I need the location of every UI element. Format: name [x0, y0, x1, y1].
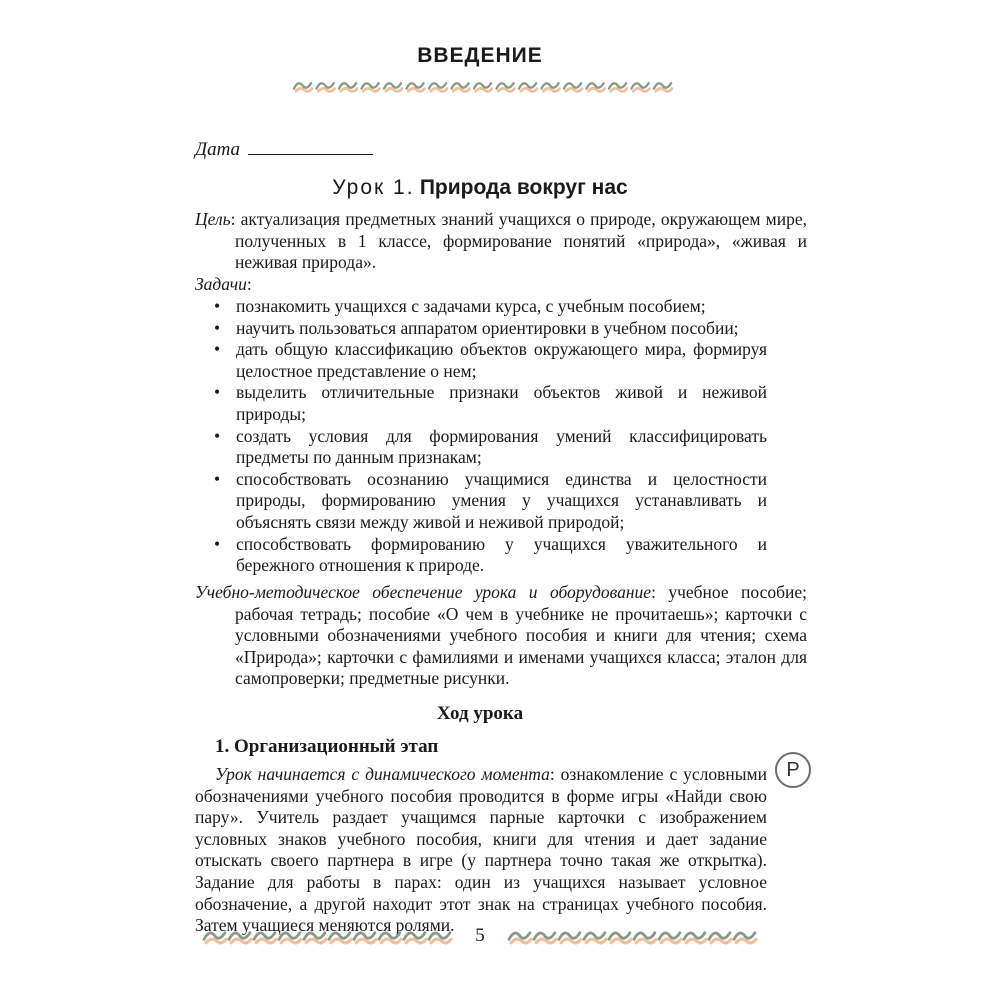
- bullet-icon: •: [214, 296, 221, 316]
- tasks-list: [210, 296, 767, 577]
- ornament-wave-icon: [306, 939, 326, 943]
- footer-ornament-left: [200, 925, 460, 949]
- date-blank-line: [248, 140, 373, 155]
- ornament-wave-icon: [611, 939, 631, 943]
- ornament-wave-icon: [331, 939, 351, 943]
- ornament-wave-icon: [408, 88, 424, 91]
- task-item: [210, 534, 767, 577]
- task-text: познакомить учащихся с задачами курса, с учебным пособием;: [236, 296, 706, 316]
- task-item: [210, 469, 767, 534]
- ornament-wave-icon: [636, 939, 656, 943]
- ornament-wave-icon: [588, 88, 604, 91]
- ornament-wave-icon: [381, 939, 401, 943]
- ornament-wave-icon: [431, 88, 447, 91]
- task-item: [210, 426, 767, 469]
- bullet-icon: •: [214, 317, 221, 338]
- ornament-wave-icon: [231, 939, 251, 943]
- goal-label: Цель: [195, 209, 231, 229]
- ornament-wave-icon: [296, 88, 312, 91]
- lesson-number: Урок 1.: [332, 176, 415, 199]
- task-text: дать общую классификацию объектов окружающего мира, формируя целостное представление о нем;: [236, 339, 767, 381]
- goal-text: : актуализация предметных знаний учащихся о природе, окружающем мире, полученных в 1 классе, формирование понятий «природа», «живая и неживая природа».: [230, 209, 807, 273]
- lesson-name: Природа вокруг нас: [419, 176, 628, 199]
- ornament-wave-icon: [431, 939, 451, 943]
- bullet-icon: •: [214, 533, 221, 554]
- task-text: выделить отличительные признаки объектов живой и неживой природы;: [236, 382, 767, 424]
- p-badge-icon: Р: [775, 752, 811, 788]
- chapter-title: ВВЕДЕНИЕ: [417, 44, 543, 67]
- ornament-wave-icon: [356, 939, 376, 943]
- ornament-wave-icon: [318, 88, 334, 91]
- ornament-wave-icon: [536, 939, 556, 943]
- ornament-wave-icon: [586, 939, 606, 943]
- ornament-wave-icon: [281, 939, 301, 943]
- ornament-wave-icon: [386, 88, 402, 91]
- tasks-label: Задачи: [195, 274, 247, 294]
- bullet-icon: •: [214, 339, 221, 360]
- bullet-icon: •: [214, 382, 221, 403]
- task-text: научить пользоваться аппаратом ориентировки в учебном пособии;: [236, 317, 739, 338]
- ornament-wave-icon: [511, 939, 531, 943]
- task-item: [210, 382, 767, 425]
- ornament-wave-icon: [611, 88, 627, 91]
- stage-body: [195, 764, 767, 937]
- task-item: [210, 339, 767, 382]
- ornament-wave-icon: [661, 939, 681, 943]
- ornament-wave-icon: [633, 88, 649, 91]
- tasks-label-colon: :: [246, 274, 252, 294]
- ornament-wave-icon: [363, 88, 379, 91]
- ornament-wave-icon: [656, 88, 672, 91]
- page-number: 5: [475, 925, 485, 946]
- ornament-wave-icon: [406, 939, 426, 943]
- lesson-title: [0, 175, 960, 200]
- task-text: способствовать формированию у учащихся уважительного и бережного отношения к природе.: [236, 533, 767, 576]
- course-heading: Ход урока: [436, 703, 524, 724]
- task-text: создать условия для формирования умений классифицировать предметы по данным признакам;: [236, 425, 767, 468]
- stage-intro: Урок начинается с динамического момента: [215, 764, 550, 784]
- tasks-heading: [195, 274, 767, 296]
- footer-ornament-right: [505, 925, 765, 949]
- bullet-icon: •: [214, 468, 221, 489]
- ornament-wave-icon: [453, 88, 469, 91]
- ornament-wave-icon: [711, 939, 731, 943]
- header-ornament: [290, 76, 680, 98]
- ornament-wave-icon: [736, 939, 756, 943]
- ornament-wave-icon: [566, 88, 582, 91]
- materials-section: [195, 582, 807, 690]
- bullet-icon: •: [214, 425, 221, 446]
- lesson-goal: [195, 209, 807, 274]
- materials-text: : учебное пособие; рабочая тетрадь; пособие «О чем в учебнике не прочитаешь»; карточки с условными обозначениями учебного пособия и книги для чтения; схема «Природа»; карточки с фамилиями и именами учащихся класса; эталон для самопроверки; предметные рисунки.: [235, 582, 807, 689]
- ornament-wave-icon: [498, 88, 514, 91]
- materials-label: Учебно-методическое обеспечение урока и оборудование: [195, 582, 652, 602]
- ornament-wave-icon: [341, 88, 357, 91]
- ornament-wave-icon: [521, 88, 537, 91]
- date-field: [195, 139, 373, 161]
- task-item: [210, 318, 767, 340]
- ornament-wave-icon: [686, 939, 706, 943]
- ornament-wave-icon: [256, 939, 276, 943]
- ornament-wave-icon: [561, 939, 581, 943]
- ornament-wave-icon: [206, 939, 226, 943]
- stage-text: : ознакомление с условными обозначениями учебного пособия проводится в форме игры «Найди свою пару». Учитель раздает учащимся парные карточки с изображением условных знаков учебного пособия, книги для чтения и дает задание отыскать своего партнера в игре (у партнера точно такая же открытка). Задание для работы в парах: один из учащихся называет условное обозначение, а другой находит этот знак на страницах учебного пособия. Затем учащиеся меняются ролями.: [195, 764, 767, 936]
- task-item: [210, 296, 767, 318]
- ornament-wave-icon: [476, 88, 492, 91]
- stage-heading: 1. Организационный этап: [215, 736, 439, 757]
- ornament-wave-icon: [543, 88, 559, 91]
- task-text: способствовать осознанию учащимися единства и целостности природы, формированию умения у учащихся устанавливать и объяснять связи между живой и неживой природой;: [236, 468, 767, 532]
- date-label: Дата: [195, 139, 241, 160]
